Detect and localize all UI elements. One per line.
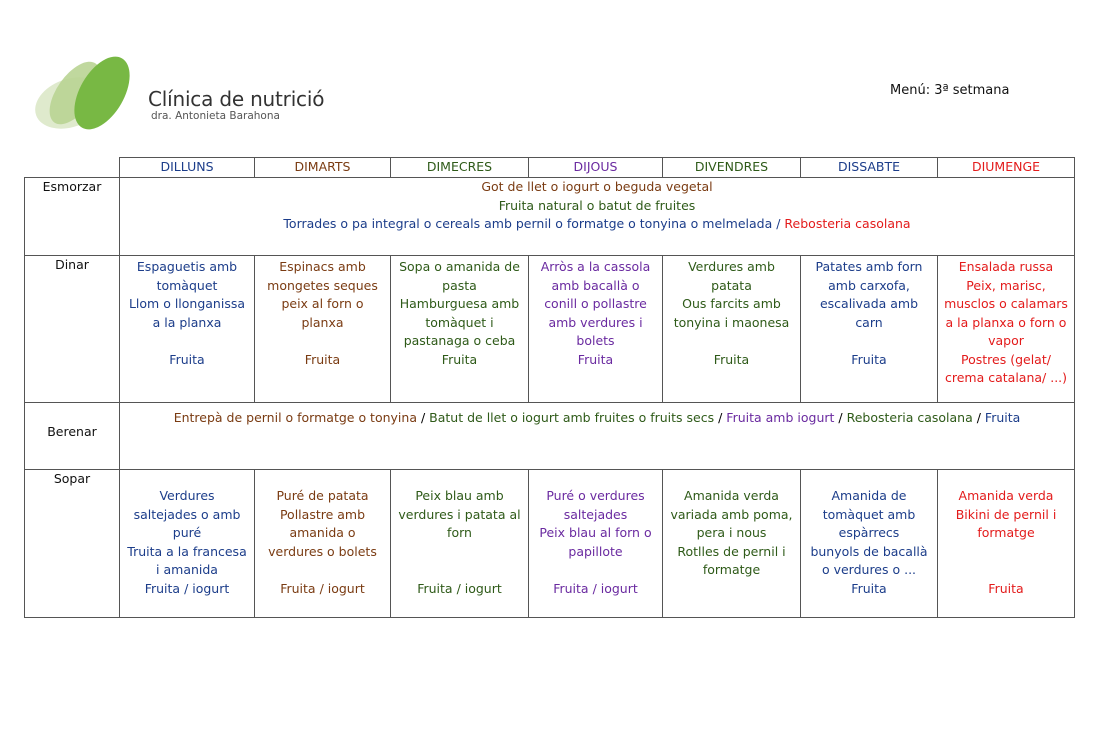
dish-line: Puré o verdures bbox=[546, 488, 645, 503]
day-header-sunday: DIUMENGE bbox=[938, 158, 1075, 178]
dish-line: tomàquet amb bbox=[822, 506, 916, 522]
dish-line: amb bacallà o bbox=[551, 277, 640, 293]
separator: / bbox=[417, 410, 430, 425]
berenar-row bbox=[25, 403, 1075, 470]
corner-cell bbox=[25, 158, 120, 178]
dish-line: formatge bbox=[702, 562, 761, 577]
sopar-row bbox=[25, 470, 1075, 618]
dish-line: bunyols de bacallà bbox=[810, 543, 928, 559]
berenar-option-4: Rebosteria casolana bbox=[846, 410, 973, 425]
dish-line: Llom o llonganissa bbox=[128, 296, 246, 311]
dessert-line: Fruita / iogurt bbox=[280, 580, 365, 596]
separator: / bbox=[834, 410, 847, 425]
dish-line: amb carxofa, bbox=[828, 277, 910, 293]
dish-line: forn bbox=[447, 525, 472, 540]
dinar-cell-tuesday bbox=[255, 256, 391, 403]
dish-line: Peix blau amb bbox=[415, 488, 504, 503]
esmorzar-line-3 bbox=[120, 215, 1074, 234]
dish-line: puré bbox=[172, 525, 202, 540]
separator: / bbox=[972, 410, 985, 425]
esmorzar-line-3-pastry: Rebosteria casolana bbox=[784, 216, 911, 231]
dinar-cell-wednesday bbox=[391, 256, 529, 403]
dish-line: Truita a la francesa bbox=[127, 543, 247, 559]
dish-line: saltejades o amb bbox=[133, 506, 241, 522]
dish-line: Verdures bbox=[159, 488, 215, 503]
dish-line: Sopa o amanida de bbox=[399, 259, 520, 274]
dish-line: espàrrecs bbox=[838, 525, 900, 540]
dish-line: Amanida de bbox=[831, 488, 907, 503]
dish-line: Peix blau al forn o bbox=[539, 525, 652, 540]
dessert-line: Fruita / iogurt bbox=[553, 580, 638, 596]
dish-line: Rotlles de pernil i bbox=[677, 543, 786, 559]
meal-label-sopar: Sopar bbox=[25, 470, 120, 618]
meal-label-esmorzar: Esmorzar bbox=[25, 178, 120, 256]
dessert-line: crema catalana/ ...) bbox=[944, 370, 1068, 385]
berenar-option-2: Batut de llet o iogurt amb fruites o fruits secs bbox=[429, 410, 715, 425]
dish-line: a la planxa bbox=[152, 314, 222, 330]
dish-line: tomàquet i bbox=[425, 314, 494, 330]
dish-line: papillote bbox=[568, 543, 623, 559]
week-label: Menú: 3ª setmana bbox=[890, 83, 1010, 98]
separator: / bbox=[772, 216, 785, 231]
esmorzar-row bbox=[25, 178, 1075, 256]
day-header-wednesday: DIMECRES bbox=[391, 158, 529, 178]
berenar-cell bbox=[120, 403, 1075, 470]
sopar-cell-wednesday bbox=[391, 470, 529, 618]
dish-line: amanida o bbox=[289, 525, 356, 540]
dish-line: tomàquet bbox=[156, 277, 218, 293]
dish-line: pastanaga o ceba bbox=[403, 333, 516, 348]
meal-label-berenar: Berenar bbox=[25, 403, 120, 470]
dish-line: Peix, marisc, bbox=[966, 277, 1046, 293]
esmorzar-cell bbox=[120, 178, 1075, 256]
dish-line: Arròs a la cassola bbox=[540, 259, 651, 274]
dish-line: musclos o calamars bbox=[944, 296, 1068, 311]
dish-line: saltejades bbox=[563, 506, 628, 522]
dish-line: escalivada amb bbox=[819, 296, 919, 311]
dessert-line: Fruita bbox=[577, 351, 614, 367]
meal-label-dinar: Dinar bbox=[25, 256, 120, 403]
clinic-name: Clínica de nutrició bbox=[148, 87, 325, 111]
sopar-cell-sunday bbox=[938, 470, 1075, 618]
dish-line: conill o pollastre bbox=[544, 296, 647, 311]
dish-line: mongetes seques bbox=[267, 277, 378, 293]
dessert-line: Fruita bbox=[713, 351, 750, 367]
day-header-tuesday: DIMARTS bbox=[255, 158, 391, 178]
day-header-monday: DILLUNS bbox=[120, 158, 255, 178]
dinar-cell-sunday bbox=[938, 256, 1075, 403]
weekly-menu-table bbox=[24, 157, 1075, 618]
dish-line: patata bbox=[711, 277, 752, 293]
berenar-option-3: Fruita amb iogurt bbox=[726, 410, 835, 425]
berenar-option-5: Fruita bbox=[984, 410, 1021, 425]
sopar-cell-saturday bbox=[801, 470, 938, 618]
dessert-line: Fruita bbox=[851, 580, 887, 596]
dessert-line: Fruita / iogurt bbox=[144, 580, 230, 596]
dessert-line: Fruita bbox=[169, 351, 205, 367]
esmorzar-line-2: Fruita natural o batut de fruites bbox=[498, 197, 696, 213]
dish-line: amb verdures i bbox=[548, 314, 643, 330]
days-header-row bbox=[25, 158, 1075, 178]
dessert-line: Fruita bbox=[851, 351, 887, 367]
dish-line: bolets bbox=[576, 333, 615, 348]
dish-line: formatge bbox=[977, 525, 1035, 540]
dish-line: Amanida verda bbox=[684, 488, 779, 503]
dish-line: a la planxa o forn o bbox=[945, 314, 1067, 330]
day-header-thursday: DIJOUS bbox=[529, 158, 663, 178]
dish-line: pera i nous bbox=[696, 525, 767, 540]
dinar-cell-friday bbox=[663, 256, 801, 403]
dish-line: variada amb poma, bbox=[670, 506, 793, 522]
dish-line: Espaguetis amb bbox=[136, 259, 238, 274]
sopar-cell-monday bbox=[120, 470, 255, 618]
dessert-line: Fruita / iogurt bbox=[417, 580, 502, 596]
dessert-line: Fruita bbox=[304, 351, 341, 367]
dish-line: verdures i patata al bbox=[398, 506, 521, 522]
leaf-logo-icon bbox=[30, 55, 134, 137]
dish-line: planxa bbox=[301, 314, 344, 330]
dessert-line: Postres (gelat/ bbox=[961, 351, 1051, 367]
dish-line: Ous farcits amb bbox=[682, 296, 781, 311]
dish-line: Amanida verda bbox=[958, 488, 1054, 503]
dish-line: Pollastre amb bbox=[279, 506, 366, 522]
dish-line: Patates amb forn bbox=[815, 259, 923, 274]
dish-line: Ensalada russa bbox=[958, 259, 1054, 274]
doctor-name: dra. Antonieta Barahona bbox=[151, 110, 280, 122]
dish-line: o verdures o ... bbox=[821, 562, 917, 577]
esmorzar-line-1: Got de llet o iogurt o beguda vegetal bbox=[481, 179, 713, 194]
dish-line: i amanida bbox=[156, 562, 218, 577]
dish-line: Bikini de pernil i bbox=[955, 506, 1057, 522]
dinar-cell-monday bbox=[120, 256, 255, 403]
esmorzar-line-3-main: Torrades o pa integral o cereals amb pernil o formatge o tonyina o melmelada bbox=[283, 216, 773, 231]
dinar-cell-thursday bbox=[529, 256, 663, 403]
dish-line: Verdures amb bbox=[688, 259, 775, 274]
dish-line: pasta bbox=[442, 277, 477, 293]
dish-line: carn bbox=[855, 314, 883, 330]
dessert-line: Fruita bbox=[441, 351, 478, 367]
dish-line: Espinacs amb bbox=[279, 259, 366, 274]
day-header-friday: DIVENDRES bbox=[663, 158, 801, 178]
dish-line: tonyina i maonesa bbox=[673, 314, 790, 330]
dessert-line: Fruita bbox=[988, 580, 1024, 596]
dish-line: vapor bbox=[988, 333, 1024, 348]
sopar-cell-friday bbox=[663, 470, 801, 618]
dish-line: Puré de patata bbox=[276, 488, 369, 503]
day-header-saturday: DISSABTE bbox=[801, 158, 938, 178]
dinar-cell-saturday bbox=[801, 256, 938, 403]
sopar-cell-tuesday bbox=[255, 470, 391, 618]
dish-line: peix al forn o bbox=[281, 296, 364, 311]
dish-line: verdures o bolets bbox=[268, 543, 377, 559]
berenar-option-1: Entrepà de pernil o formatge o tonyina bbox=[173, 410, 417, 425]
dish-line: Hamburguesa amb bbox=[399, 296, 520, 311]
sopar-cell-thursday bbox=[529, 470, 663, 618]
dinar-row bbox=[25, 256, 1075, 403]
separator: / bbox=[714, 410, 727, 425]
